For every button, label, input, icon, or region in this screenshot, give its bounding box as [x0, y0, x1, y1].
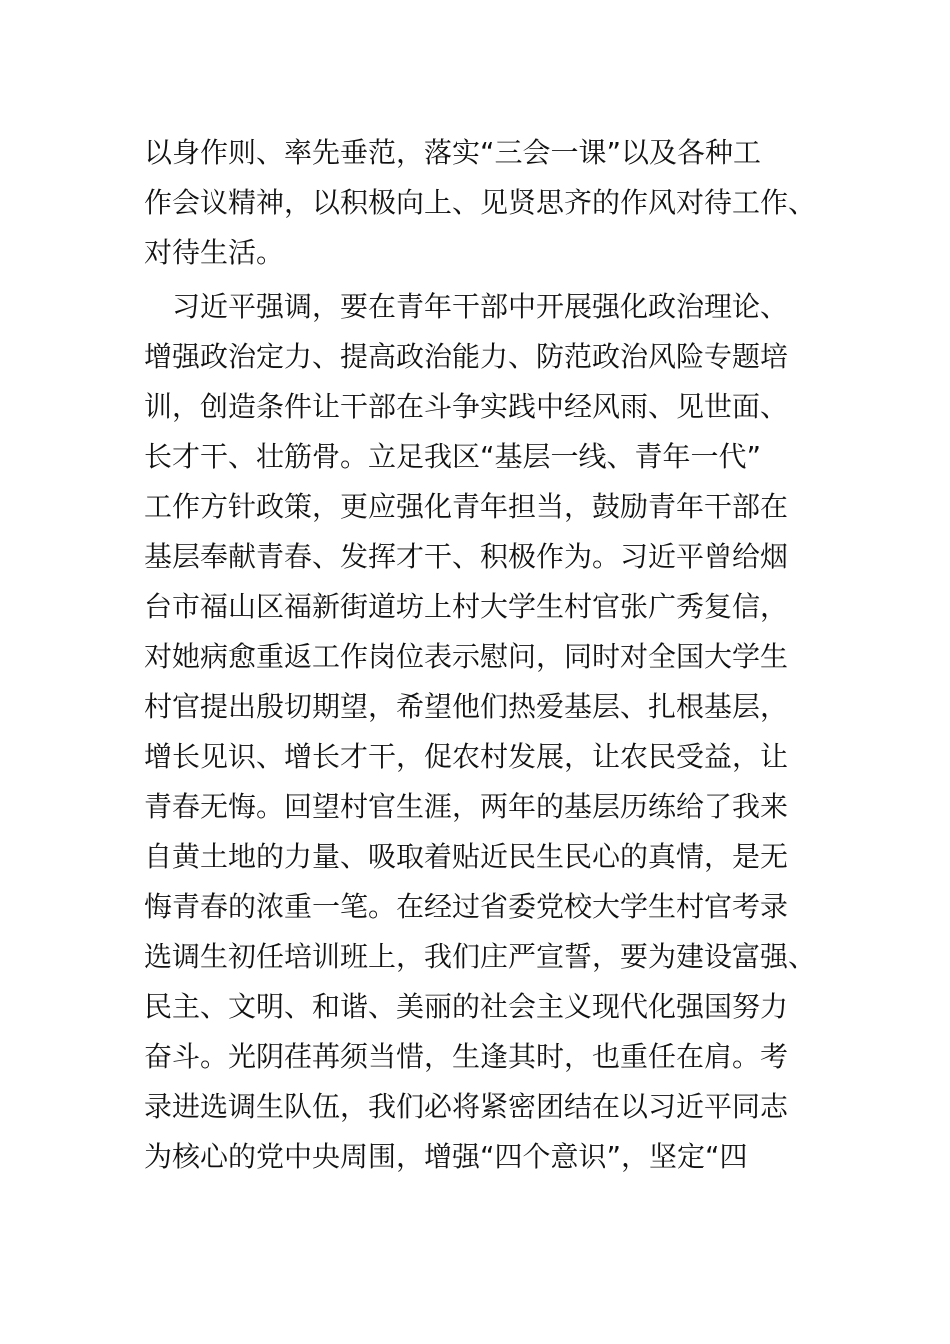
text-line: 以身作则、率先垂范，落实“三会一课”以及各种工 [144, 136, 762, 169]
text-line: 村官提出殷切期望，希望他们热爱基层、扎根基层， [144, 690, 789, 723]
text-line: 对待生活。 [144, 236, 285, 269]
text-line: 对她病愈重返工作岗位表示慰问，同时对全国大学生 [144, 640, 789, 673]
text-line: 训，创造条件让干部在斗争实践中经风雨、见世面、 [144, 390, 789, 423]
text-line: 长才干、壮筋骨。立足我区“基层一线、青年一代” [144, 440, 762, 473]
text-line: 工作方针政策，更应强化青年担当，鼓励青年干部在 [144, 490, 789, 523]
text-line: 民主、文明、和谐、美丽的社会主义现代化强国努力 [144, 990, 789, 1023]
text-line: 习近平强调，要在青年干部中开展强化政治理论、 [144, 290, 789, 323]
text-line: 作会议精神，以积极向上、见贤思齐的作风对待工作、 [144, 186, 817, 219]
text-line: 青春无悔。回望村官生涯，两年的基层历练给了我来 [144, 790, 789, 823]
text-line: 增长见识、增长才干，促农村发展，让农民受益，让 [144, 740, 789, 773]
text-line: 选调生初任培训班上，我们庄严宣誓，要为建设富强、 [144, 940, 817, 973]
text-line: 基层奉献青春、发挥才干、积极作为。习近平曾给烟 [144, 540, 789, 573]
paragraph-2 [144, 282, 824, 1182]
text-line: 为核心的党中央周围，增强“四个意识”，坚定“四 [144, 1140, 748, 1173]
text-line: 奋斗。光阴荏苒须当惜，生逢其时，也重任在肩。考 [144, 1040, 789, 1073]
text-line: 台市福山区福新街道坊上村大学生村官张广秀复信， [144, 590, 789, 623]
text-line: 增强政治定力、提高政治能力、防范政治风险专题培 [144, 340, 789, 373]
text-line: 自黄土地的力量、吸取着贴近民生民心的真情，是无 [144, 840, 789, 873]
text-line: 悔青春的浓重一笔。在经过省委党校大学生村官考录 [144, 890, 789, 923]
paragraph-1 [144, 128, 824, 278]
text-line: 录进选调生队伍，我们必将紧密团结在以习近平同志 [144, 1090, 789, 1123]
